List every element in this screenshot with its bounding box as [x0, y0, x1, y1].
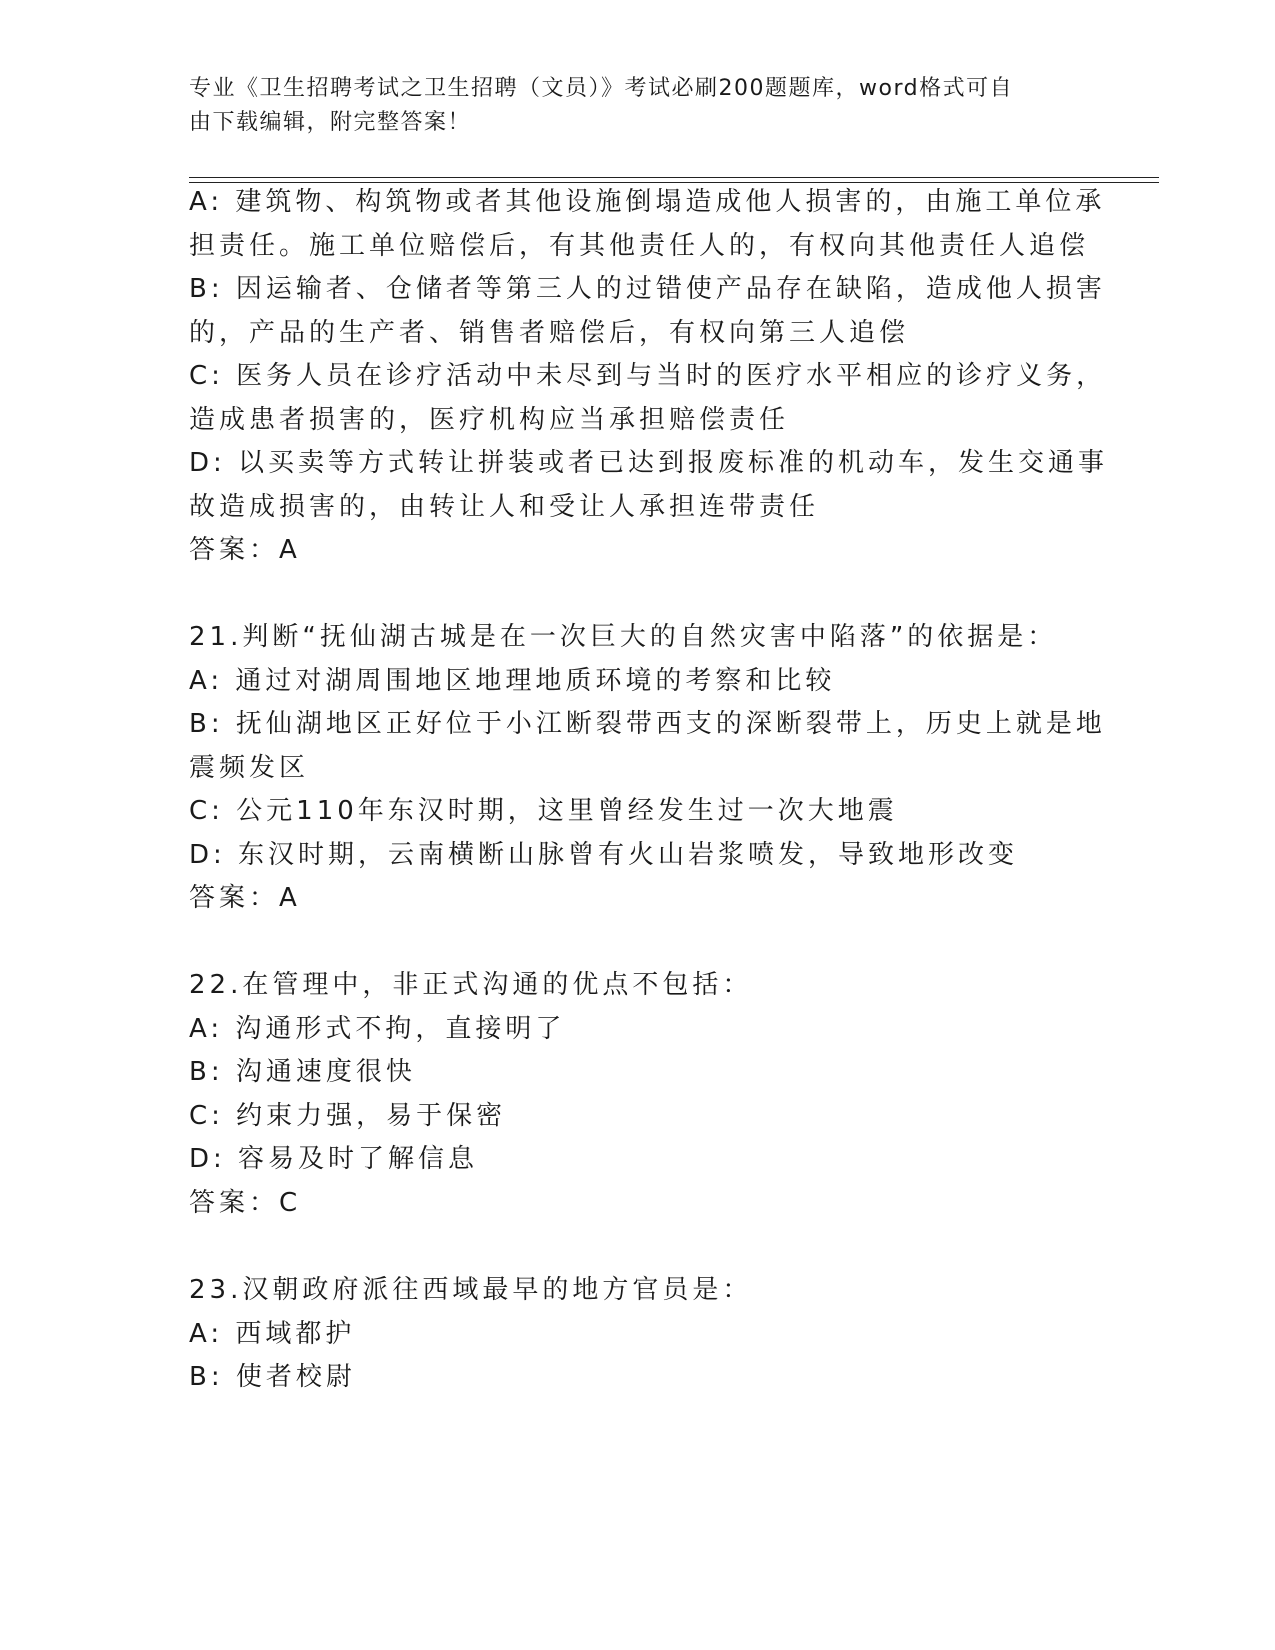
q21-option-b-line-2: 震频发区: [189, 753, 310, 783]
document-title-line-1: 专业《卫生招聘考试之卫生招聘（文员）》考试必刷200题题库，word格式可自: [189, 76, 1014, 101]
q23-option-b: B: 使者校尉: [189, 1362, 356, 1392]
q22-option-d: D: 容易及时了解信息: [189, 1144, 479, 1174]
q23-option-a: A: 西域都护: [189, 1319, 356, 1349]
q20-option-b-line-1: B: 因运输者、仓储者等第三人的过错使产品存在缺陷，造成他人损害: [189, 274, 1106, 304]
q22-option-c: C: 约束力强，易于保密: [189, 1101, 507, 1131]
header-divider-top: [189, 177, 1159, 178]
q20-option-c-line-2: 造成患者损害的，医疗机构应当承担赔偿责任: [189, 405, 790, 435]
q20-option-d-line-1: D: 以买卖等方式转让拼装或者已达到报废标准的机动车，发生交通事: [189, 448, 1109, 478]
q21-question: 21.判断“抚仙湖古城是在一次巨大的自然灾害中陷落”的依据是：: [189, 622, 1058, 652]
q20-option-a-line-2: 担责任。施工单位赔偿后，有其他责任人的，有权向其他责任人追偿: [189, 231, 1090, 261]
q20-option-b-line-2: 的，产品的生产者、销售者赔偿后，有权向第三人追偿: [189, 318, 910, 348]
q22-option-a: A: 沟通形式不拘，直接明了: [189, 1014, 566, 1044]
document-title-line-2: 由下载编辑，附完整答案！: [189, 110, 472, 135]
q20-option-a-line-1: A: 建筑物、构筑物或者其他设施倒塌造成他人损害的，由施工单位承: [189, 187, 1106, 217]
q22-option-b: B: 沟通速度很快: [189, 1057, 416, 1087]
q22-question: 22.在管理中，非正式沟通的优点不包括：: [189, 970, 753, 1000]
q22-answer: 答案：C: [189, 1188, 302, 1218]
q21-option-a: A: 通过对湖周围地区地理地质环境的考察和比较: [189, 666, 836, 696]
q21-option-d: D: 东汉时期，云南横断山脉曾有火山岩浆喷发，导致地形改变: [189, 840, 1019, 870]
q21-option-c: C: 公元110年东汉时期，这里曾经发生过一次大地震: [189, 796, 898, 826]
q21-answer: 答案：A: [189, 883, 301, 913]
q23-question: 23.汉朝政府派往西域最早的地方官员是：: [189, 1275, 753, 1305]
header-divider-bottom: [189, 182, 1159, 183]
q20-option-c-line-1: C: 医务人员在诊疗活动中未尽到与当时的医疗水平相应的诊疗义务，: [189, 361, 1107, 391]
q20-answer: 答案：A: [189, 535, 301, 565]
q20-option-d-line-2: 故造成损害的，由转让人和受让人承担连带责任: [189, 492, 820, 522]
q21-option-b-line-1: B: 抚仙湖地区正好位于小江断裂带西支的深断裂带上，历史上就是地: [189, 709, 1106, 739]
